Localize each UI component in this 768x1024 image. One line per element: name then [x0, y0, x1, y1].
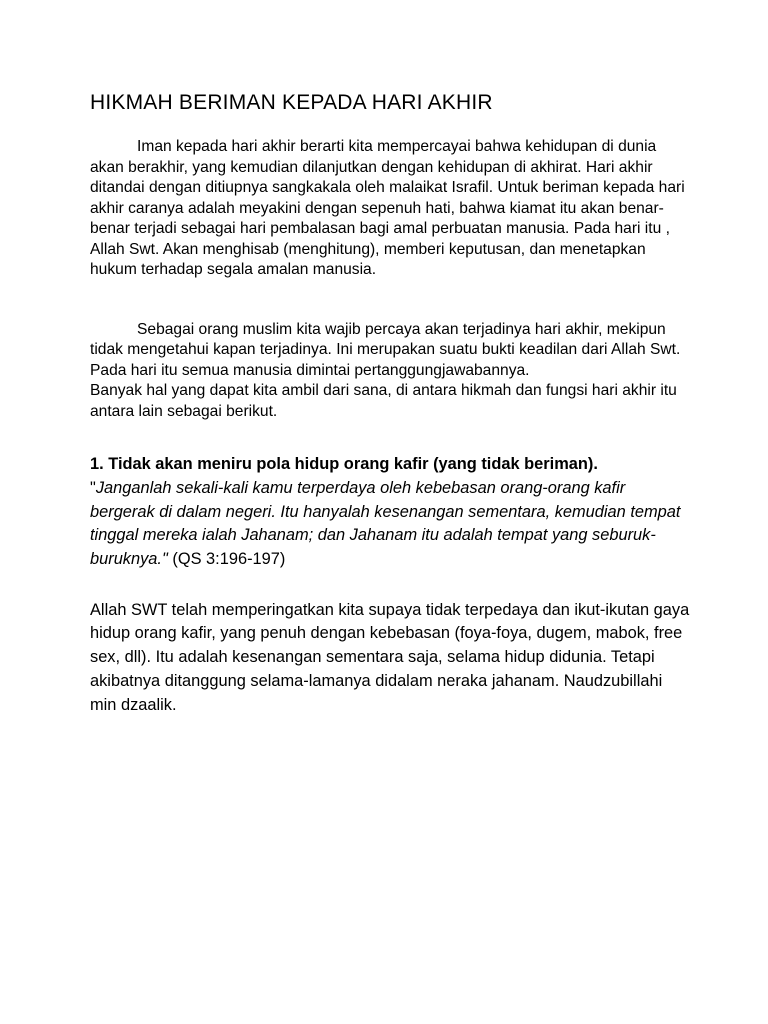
document-page [90, 90, 690, 717]
paragraph-muslim-wajib: Sebagai orang muslim kita wajib percaya akan terjadinya hari akhir, mekipun tidak mengetahui kapan terjadinya. Ini merupakan suatu bukti keadilan dari Allah Swt. Pada hari itu semua manusia dimintai pertanggungjawabannya. [90, 320, 681, 379]
quote-text: Janganlah sekali-kali kamu terperdaya oleh kebebasan orang-orang kafir bergerak di dalam negeri. Itu hanyalah kesenangan sementara, kemudian tempat tinggal mereka ialah Jahanam; dan Jahanam itu adalah tempat yang seburuk-buruknya." [90, 478, 681, 568]
document-title: HIKMAH BERIMAN KEPADA HARI AKHIR [90, 91, 493, 114]
spacer [90, 572, 690, 599]
spacer [90, 422, 690, 453]
paragraph-hikmah-intro: Banyak hal yang dapat kita ambil dari sana, di antara hikmah dan fungsi hari akhir itu antara lain sebagai berikut. [90, 382, 677, 420]
paragraph-peringatan: Allah SWT telah memperingatkan kita supaya tidak terpedaya dan ikut-ikutan gaya hidup orang kafir, yang penuh dengan kebebasan (foya-foya, dugem, mabok, free sex, dll). Itu adalah kesenangan sementara saja, selama hidup didunia. Tetapi akibatnya ditanggung selama-lamanya didalam neraka jahanam. Naudzubillahi min dzaalik. [90, 600, 690, 714]
point-1-quote [90, 477, 690, 572]
quote-reference: (QS 3:196-197) [167, 550, 286, 568]
quote-open-mark: " [90, 478, 96, 497]
point-1-heading: 1. Tidak akan meniru pola hidup orang kafir (yang tidak beriman). [90, 455, 598, 474]
spacer [90, 281, 690, 320]
paragraph-iman: Iman kepada hari akhir berarti kita mempercayai bahwa kehidupan di dunia akan berakhir, yang kemudian dilanjutkan dengan kehidupan di akhirat. Hari akhir ditandai dengan ditiupnya sangkakala oleh malaikat Israfil. Untuk beriman kepada hari akhir caranya adalah meyakini dengan sepenuh hati, bahwa kiamat itu akan benar-benar terjadi sebagai hari pembalasan bagi amal perbuatan manusia. Pada hari itu , Allah Swt. Akan menghisab (menghitung), memberi keputusan, dan menetapkan hukum terhadap segala amalan manusia. [90, 138, 685, 279]
